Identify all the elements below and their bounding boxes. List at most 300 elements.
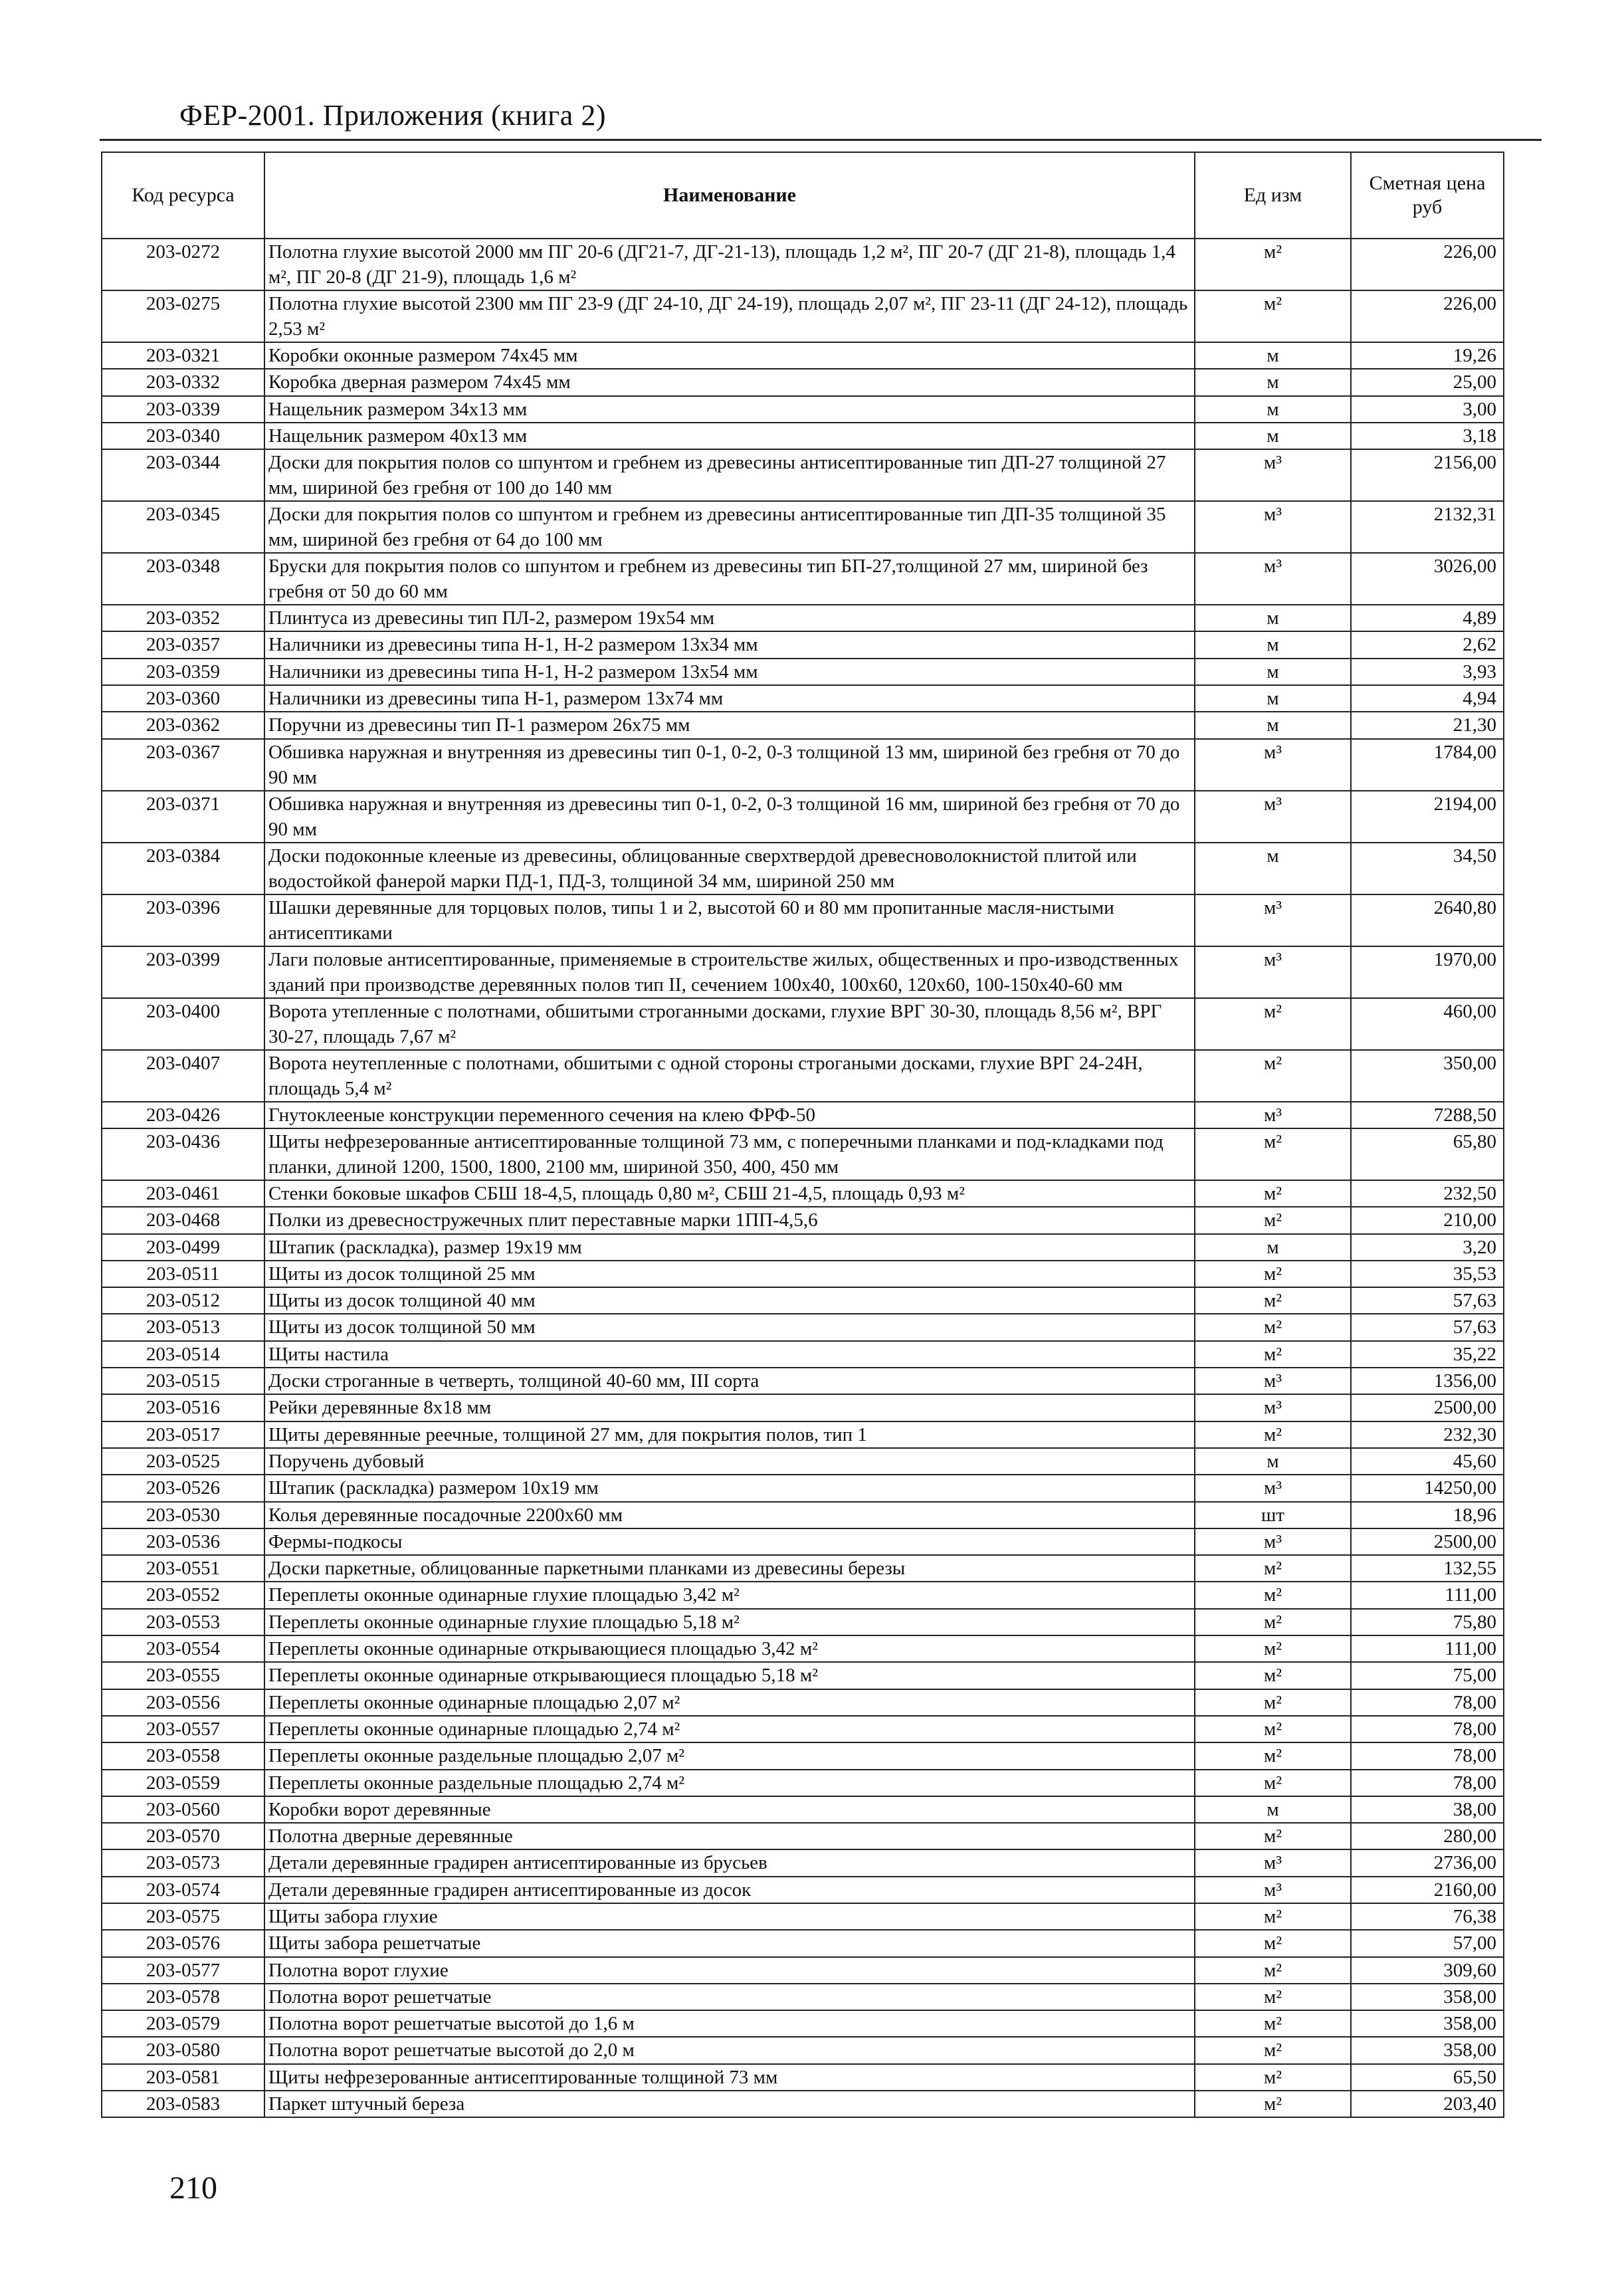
cell-code: 203-0345	[102, 501, 264, 553]
cell-name: Переплеты оконные одинарные площадью 2,07 м²	[264, 1689, 1195, 1716]
table-row	[102, 1742, 1504, 1769]
table-row	[102, 1930, 1504, 1956]
table-row	[102, 1877, 1504, 1903]
cell-unit: шт	[1195, 1502, 1351, 1528]
cell-price: 132,55	[1351, 1555, 1504, 1582]
cell-name: Коробки ворот деревянные	[264, 1796, 1195, 1823]
cell-code: 203-0339	[102, 396, 264, 423]
cell-price: 2132,31	[1351, 501, 1504, 553]
cell-code: 203-0514	[102, 1341, 264, 1368]
cell-code: 203-0526	[102, 1475, 264, 1501]
cell-name: Наличники из древесины типа Н-1, Н-2 размером 13х34 мм	[264, 631, 1195, 658]
cell-code: 203-0461	[102, 1180, 264, 1207]
table-row	[102, 894, 1504, 946]
table-row	[102, 843, 1504, 894]
cell-price: 65,80	[1351, 1128, 1504, 1180]
cell-name: Переплеты оконные одинарные площадью 2,74 м²	[264, 1716, 1195, 1742]
cell-price: 460,00	[1351, 998, 1504, 1050]
cell-name: Штапик (раскладка) размером 10х19 мм	[264, 1475, 1195, 1501]
cell-price: 2736,00	[1351, 1849, 1504, 1876]
cell-name: Шашки деревянные для торцовых полов, типы 1 и 2, высотой 60 и 80 мм пропитанные масля-нистыми антисептиками	[264, 894, 1195, 946]
table-row	[102, 2064, 1504, 2091]
cell-unit: м²	[1195, 1823, 1351, 1849]
cell-unit: м²	[1195, 1128, 1351, 1180]
cell-unit: м	[1195, 369, 1351, 395]
cell-unit: м²	[1195, 1261, 1351, 1287]
cell-price: 226,00	[1351, 290, 1504, 342]
cell-code: 203-0574	[102, 1877, 264, 1903]
cell-price: 309,60	[1351, 1957, 1504, 1984]
cell-price: 2156,00	[1351, 449, 1504, 501]
cell-name: Нащельник размером 40х13 мм	[264, 423, 1195, 449]
cell-code: 203-0499	[102, 1234, 264, 1261]
cell-price: 25,00	[1351, 369, 1504, 395]
cell-name: Полотна ворот решетчатые высотой до 1,6 м	[264, 2010, 1195, 2037]
cell-price: 78,00	[1351, 1716, 1504, 1742]
table-row	[102, 290, 1504, 342]
cell-code: 203-0357	[102, 631, 264, 658]
cell-code: 203-0553	[102, 1609, 264, 1635]
page-number: 210	[169, 2170, 217, 2206]
cell-code: 203-0275	[102, 290, 264, 342]
cell-unit: м²	[1195, 1314, 1351, 1340]
cell-code: 203-0555	[102, 1662, 264, 1689]
cell-code: 203-0575	[102, 1903, 264, 1930]
table-row	[102, 1957, 1504, 1984]
cell-price: 21,30	[1351, 712, 1504, 738]
cell-unit: м³	[1195, 739, 1351, 791]
cell-code: 203-0558	[102, 1742, 264, 1769]
table-row	[102, 342, 1504, 369]
table-row	[102, 712, 1504, 738]
table-row	[102, 685, 1504, 712]
cell-code: 203-0530	[102, 1502, 264, 1528]
table-header-row	[102, 152, 1504, 239]
cell-code: 203-0399	[102, 946, 264, 998]
cell-code: 203-0525	[102, 1448, 264, 1475]
cell-name: Ворота неутепленные с полотнами, обшитыми с одной стороны строгаными досками, глухие ВРГ 24-24Н, площадь 5,4 м²	[264, 1050, 1195, 1102]
table-row	[102, 1528, 1504, 1555]
table-row	[102, 1341, 1504, 1368]
cell-price: 75,00	[1351, 1662, 1504, 1689]
cell-unit: м³	[1195, 553, 1351, 605]
cell-code: 203-0367	[102, 739, 264, 791]
cell-name: Колья деревянные посадочные 2200х60 мм	[264, 1502, 1195, 1528]
cell-code: 203-0583	[102, 2091, 264, 2117]
table-row	[102, 1287, 1504, 1314]
table-row	[102, 369, 1504, 395]
cell-name: Щиты из досок толщиной 25 мм	[264, 1261, 1195, 1287]
cell-name: Паркет штучный береза	[264, 2091, 1195, 2117]
table-row	[102, 1102, 1504, 1128]
cell-code: 203-0577	[102, 1957, 264, 1984]
cell-code: 203-0359	[102, 659, 264, 685]
cell-name: Переплеты оконные одинарные глухие площадью 5,18 м²	[264, 1609, 1195, 1635]
table-row	[102, 739, 1504, 791]
cell-code: 203-0556	[102, 1689, 264, 1716]
cell-name: Щиты деревянные реечные, толщиной 27 мм, для покрытия полов, тип 1	[264, 1421, 1195, 1448]
cell-unit: м³	[1195, 1877, 1351, 1903]
cell-price: 4,94	[1351, 685, 1504, 712]
cell-price: 232,30	[1351, 1421, 1504, 1448]
cell-price: 2640,80	[1351, 894, 1504, 946]
cell-unit: м	[1195, 1796, 1351, 1823]
cell-price: 210,00	[1351, 1207, 1504, 1233]
cell-price: 1970,00	[1351, 946, 1504, 998]
table-row	[102, 1555, 1504, 1582]
cell-name: Бруски для покрытия полов со шпунтом и гребнем из древесины тип БП-27,толщиной 27 мм, шириной без гребня от 50 до 60 мм	[264, 553, 1195, 605]
cell-unit: м²	[1195, 1341, 1351, 1368]
table-row	[102, 1770, 1504, 1796]
cell-unit: м	[1195, 396, 1351, 423]
cell-code: 203-0576	[102, 1930, 264, 1956]
cell-unit: м	[1195, 605, 1351, 631]
cell-name: Коробки оконные размером 74х45 мм	[264, 342, 1195, 369]
table-row	[102, 631, 1504, 658]
cell-unit: м²	[1195, 1930, 1351, 1956]
cell-price: 2500,00	[1351, 1528, 1504, 1555]
cell-price: 57,63	[1351, 1314, 1504, 1340]
cell-unit: м²	[1195, 2037, 1351, 2063]
cell-code: 203-0580	[102, 2037, 264, 2063]
table-row	[102, 1394, 1504, 1421]
cell-code: 203-0360	[102, 685, 264, 712]
table-row	[102, 1502, 1504, 1528]
cell-name: Поручни из древесины тип П-1 размером 26х75 мм	[264, 712, 1195, 738]
cell-unit: м²	[1195, 239, 1351, 290]
cell-name: Полотна ворот глухие	[264, 1957, 1195, 1984]
cell-unit: м³	[1195, 501, 1351, 553]
table-row	[102, 1421, 1504, 1448]
cell-code: 203-0515	[102, 1368, 264, 1394]
cell-price: 3,00	[1351, 396, 1504, 423]
cell-price: 75,80	[1351, 1609, 1504, 1635]
table-row	[102, 449, 1504, 501]
cell-price: 1784,00	[1351, 739, 1504, 791]
table-row	[102, 1635, 1504, 1662]
cell-price: 78,00	[1351, 1742, 1504, 1769]
table-row	[102, 2091, 1504, 2117]
cell-code: 203-0581	[102, 2064, 264, 2091]
cell-name: Детали деревянные градирен антисептированные из досок	[264, 1877, 1195, 1903]
cell-name: Щиты из досок толщиной 40 мм	[264, 1287, 1195, 1314]
cell-code: 203-0511	[102, 1261, 264, 1287]
cell-code: 203-0517	[102, 1421, 264, 1448]
table-row	[102, 791, 1504, 843]
cell-unit: м²	[1195, 1770, 1351, 1796]
cell-price: 57,00	[1351, 1930, 1504, 1956]
cell-code: 203-0557	[102, 1716, 264, 1742]
cell-name: Ворота утепленные с полотнами, обшитыми строганными досками, глухие ВРГ 30-30, площадь 8,56 м², ВРГ 30-27, площадь 7,67 м²	[264, 998, 1195, 1050]
cell-code: 203-0579	[102, 2010, 264, 2037]
cell-code: 203-0536	[102, 1528, 264, 1555]
cell-name: Наличники из древесины типа Н-1, Н-2 размером 13х54 мм	[264, 659, 1195, 685]
cell-name: Коробка дверная размером 74х45 мм	[264, 369, 1195, 395]
cell-unit: м²	[1195, 1662, 1351, 1689]
cell-unit: м³	[1195, 946, 1351, 998]
table-row	[102, 501, 1504, 553]
page-header: ФЕР-2001. Приложения (книга 2)	[179, 99, 606, 132]
table-row	[102, 2037, 1504, 2063]
cell-price: 1356,00	[1351, 1368, 1504, 1394]
cell-unit: м²	[1195, 1421, 1351, 1448]
cell-price: 350,00	[1351, 1050, 1504, 1102]
cell-price: 4,89	[1351, 605, 1504, 631]
price-table-container	[101, 152, 1503, 2118]
cell-name: Наличники из древесины типа Н-1, размером 13х74 мм	[264, 685, 1195, 712]
cell-price: 35,53	[1351, 1261, 1504, 1287]
cell-price: 3026,00	[1351, 553, 1504, 605]
cell-unit: м²	[1195, 1716, 1351, 1742]
cell-unit: м²	[1195, 1903, 1351, 1930]
cell-code: 203-0573	[102, 1849, 264, 1876]
table-row	[102, 1261, 1504, 1287]
cell-code: 203-0348	[102, 553, 264, 605]
cell-code: 203-0371	[102, 791, 264, 843]
cell-name: Переплеты оконные раздельные площадью 2,07 м²	[264, 1742, 1195, 1769]
cell-name: Щиты нефрезерованные антисептированные толщиной 73 мм, с поперечными планками и под-кладками под планки, длиной 1200, 1500, 1800, 2100 мм, шириной 350, 400, 450 мм	[264, 1128, 1195, 1180]
cell-unit: м	[1195, 1448, 1351, 1475]
cell-price: 358,00	[1351, 2010, 1504, 2037]
cell-code: 203-0570	[102, 1823, 264, 1849]
table-body	[102, 239, 1504, 2117]
cell-unit: м³	[1195, 449, 1351, 501]
table-row	[102, 1234, 1504, 1261]
table-row	[102, 1582, 1504, 1608]
cell-name: Доски для покрытия полов со шпунтом и гребнем из древесины антисептированные тип ДП-35 толщиной 35 мм, шириной без гребня от 64 до 100 мм	[264, 501, 1195, 553]
cell-price: 3,18	[1351, 423, 1504, 449]
table-row	[102, 1609, 1504, 1635]
cell-name: Фермы-подкосы	[264, 1528, 1195, 1555]
cell-code: 203-0578	[102, 1984, 264, 2010]
column-header-unit: Ед изм	[1195, 152, 1351, 239]
header-divider	[100, 139, 1542, 141]
cell-name: Полотна глухие высотой 2300 мм ПГ 23-9 (ДГ 24-10, ДГ 24-19), площадь 2,07 м², ПГ 23-11 (ДГ 24-12), площадь 2,53 м²	[264, 290, 1195, 342]
table-row	[102, 1448, 1504, 1475]
table-row	[102, 1475, 1504, 1501]
cell-name: Щиты забора глухие	[264, 1903, 1195, 1930]
cell-unit: м²	[1195, 1207, 1351, 1233]
cell-unit: м³	[1195, 894, 1351, 946]
cell-name: Доски паркетные, облицованные паркетными планками из древесины березы	[264, 1555, 1195, 1582]
cell-code: 203-0384	[102, 843, 264, 894]
cell-unit: м²	[1195, 2064, 1351, 2091]
cell-name: Полотна глухие высотой 2000 мм ПГ 20-6 (ДГ21-7, ДГ-21-13), площадь 1,2 м², ПГ 20-7 (ДГ 21-8), площадь 1,4 м², ПГ 20-8 (ДГ 21-9), площадь 1,6 м²	[264, 239, 1195, 290]
cell-name: Переплеты оконные раздельные площадью 2,74 м²	[264, 1770, 1195, 1796]
table-row	[102, 1662, 1504, 1689]
cell-price: 38,00	[1351, 1796, 1504, 1823]
cell-price: 18,96	[1351, 1502, 1504, 1528]
cell-code: 203-0407	[102, 1050, 264, 1102]
cell-name: Доски строганные в четверть, толщиной 40-60 мм, III сорта	[264, 1368, 1195, 1394]
cell-price: 3,20	[1351, 1234, 1504, 1261]
cell-name: Плинтуса из древесины тип ПЛ-2, размером 19х54 мм	[264, 605, 1195, 631]
cell-price: 2194,00	[1351, 791, 1504, 843]
cell-code: 203-0552	[102, 1582, 264, 1608]
cell-price: 19,26	[1351, 342, 1504, 369]
table-row	[102, 1180, 1504, 1207]
cell-name: Щиты забора решетчатые	[264, 1930, 1195, 1956]
cell-unit: м²	[1195, 1957, 1351, 1984]
cell-code: 203-0468	[102, 1207, 264, 1233]
cell-unit: м³	[1195, 1394, 1351, 1421]
cell-unit: м	[1195, 342, 1351, 369]
cell-price: 34,50	[1351, 843, 1504, 894]
cell-code: 203-0512	[102, 1287, 264, 1314]
cell-code: 203-0554	[102, 1635, 264, 1662]
table-row	[102, 239, 1504, 290]
table-row	[102, 1207, 1504, 1233]
cell-code: 203-0513	[102, 1314, 264, 1340]
cell-code: 203-0516	[102, 1394, 264, 1421]
cell-name: Нащельник размером 34х13 мм	[264, 396, 1195, 423]
cell-unit: м³	[1195, 1849, 1351, 1876]
cell-unit: м	[1195, 659, 1351, 685]
cell-unit: м	[1195, 423, 1351, 449]
cell-name: Рейки деревянные 8х18 мм	[264, 1394, 1195, 1421]
cell-unit: м²	[1195, 1609, 1351, 1635]
table-row	[102, 946, 1504, 998]
cell-name: Обшивка наружная и внутренняя из древесины тип 0-1, 0-2, 0-3 толщиной 16 мм, шириной без гребня от 70 до 90 мм	[264, 791, 1195, 843]
cell-unit: м²	[1195, 998, 1351, 1050]
table-row	[102, 396, 1504, 423]
cell-price: 226,00	[1351, 239, 1504, 290]
cell-price: 65,50	[1351, 2064, 1504, 2091]
cell-name: Детали деревянные градирен антисептированные из брусьев	[264, 1849, 1195, 1876]
cell-unit: м²	[1195, 1582, 1351, 1608]
cell-name: Переплеты оконные одинарные глухие площадью 3,42 м²	[264, 1582, 1195, 1608]
table-row	[102, 1314, 1504, 1340]
cell-unit: м²	[1195, 2010, 1351, 2037]
cell-price: 14250,00	[1351, 1475, 1504, 1501]
cell-unit: м³	[1195, 791, 1351, 843]
table-row	[102, 2010, 1504, 2037]
cell-unit: м²	[1195, 1287, 1351, 1314]
cell-name: Доски подоконные клееные из древесины, облицованные сверхтвердой древесноволокнистой плитой или водостойкой фанерой марки ПД-1, ПД-3, толщиной 34 мм, шириной 250 мм	[264, 843, 1195, 894]
cell-code: 203-0426	[102, 1102, 264, 1128]
cell-name: Переплеты оконные одинарные открывающиеся площадью 3,42 м²	[264, 1635, 1195, 1662]
table-row	[102, 998, 1504, 1050]
cell-code: 203-0400	[102, 998, 264, 1050]
cell-unit: м³	[1195, 1475, 1351, 1501]
cell-price: 3,93	[1351, 659, 1504, 685]
cell-name: Стенки боковые шкафов СБШ 18-4,5, площадь 0,80 м², СБШ 21-4,5, площадь 0,93 м²	[264, 1180, 1195, 1207]
cell-name: Полотна ворот решетчатые	[264, 1984, 1195, 2010]
cell-unit: м²	[1195, 1555, 1351, 1582]
column-header-price: Сметная цена руб	[1351, 152, 1504, 239]
cell-unit: м	[1195, 843, 1351, 894]
table-row	[102, 605, 1504, 631]
cell-name: Лаги половые антисептированные, применяемые в строительстве жилых, общественных и про-изводственных зданий при производстве деревянных полов тип II, сечением 100х40, 100х60, 120х60, 100-150х40-60 мм	[264, 946, 1195, 998]
cell-name: Полотна ворот решетчатые высотой до 2,0 м	[264, 2037, 1195, 2063]
cell-name: Штапик (раскладка), размер 19х19 мм	[264, 1234, 1195, 1261]
table-row	[102, 1903, 1504, 1930]
cell-unit: м²	[1195, 1635, 1351, 1662]
cell-unit: м²	[1195, 1742, 1351, 1769]
table-row	[102, 1849, 1504, 1876]
table-row	[102, 1128, 1504, 1180]
cell-name: Щиты из досок толщиной 50 мм	[264, 1314, 1195, 1340]
cell-unit: м³	[1195, 1102, 1351, 1128]
price-table	[101, 152, 1504, 2118]
cell-name: Полки из древесностружечных плит переставные марки 1ПП-4,5,6	[264, 1207, 1195, 1233]
cell-code: 203-0551	[102, 1555, 264, 1582]
table-row	[102, 1716, 1504, 1742]
cell-code: 203-0362	[102, 712, 264, 738]
column-header-code: Код ресурса	[102, 152, 264, 239]
cell-unit: м³	[1195, 1528, 1351, 1555]
table-row	[102, 659, 1504, 685]
table-row	[102, 423, 1504, 449]
cell-unit: м²	[1195, 1180, 1351, 1207]
cell-price: 2,62	[1351, 631, 1504, 658]
cell-price: 111,00	[1351, 1582, 1504, 1608]
table-row	[102, 1796, 1504, 1823]
table-row	[102, 1984, 1504, 2010]
cell-unit: м	[1195, 712, 1351, 738]
cell-unit: м	[1195, 631, 1351, 658]
cell-unit: м³	[1195, 1368, 1351, 1394]
cell-name: Поручень дубовый	[264, 1448, 1195, 1475]
cell-price: 45,60	[1351, 1448, 1504, 1475]
cell-unit: м²	[1195, 1689, 1351, 1716]
cell-price: 111,00	[1351, 1635, 1504, 1662]
cell-price: 358,00	[1351, 2037, 1504, 2063]
cell-code: 203-0560	[102, 1796, 264, 1823]
cell-price: 78,00	[1351, 1770, 1504, 1796]
cell-price: 35,22	[1351, 1341, 1504, 1368]
table-row	[102, 1823, 1504, 1849]
cell-price: 203,40	[1351, 2091, 1504, 2117]
cell-price: 76,38	[1351, 1903, 1504, 1930]
table-row	[102, 1689, 1504, 1716]
table-row	[102, 553, 1504, 605]
cell-name: Переплеты оконные одинарные открывающиеся площадью 5,18 м²	[264, 1662, 1195, 1689]
cell-price: 7288,50	[1351, 1102, 1504, 1128]
cell-price: 78,00	[1351, 1689, 1504, 1716]
cell-code: 203-0340	[102, 423, 264, 449]
cell-price: 2500,00	[1351, 1394, 1504, 1421]
cell-price: 280,00	[1351, 1823, 1504, 1849]
cell-name: Щиты настила	[264, 1341, 1195, 1368]
cell-code: 203-0332	[102, 369, 264, 395]
cell-unit: м²	[1195, 1984, 1351, 2010]
cell-unit: м²	[1195, 2091, 1351, 2117]
cell-price: 57,63	[1351, 1287, 1504, 1314]
cell-unit: м²	[1195, 290, 1351, 342]
table-row	[102, 1368, 1504, 1394]
table-row	[102, 1050, 1504, 1102]
cell-name: Гнутоклееные конструкции переменного сечения на клею ФРФ-50	[264, 1102, 1195, 1128]
cell-code: 203-0559	[102, 1770, 264, 1796]
cell-code: 203-0396	[102, 894, 264, 946]
cell-code: 203-0272	[102, 239, 264, 290]
cell-code: 203-0352	[102, 605, 264, 631]
cell-name: Обшивка наружная и внутренняя из древесины тип 0-1, 0-2, 0-3 толщиной 13 мм, шириной без гребня от 70 до 90 мм	[264, 739, 1195, 791]
cell-price: 232,50	[1351, 1180, 1504, 1207]
cell-name: Доски для покрытия полов со шпунтом и гребнем из древесины антисептированные тип ДП-27 толщиной 27 мм, шириной без гребня от 100 до 140 мм	[264, 449, 1195, 501]
cell-code: 203-0321	[102, 342, 264, 369]
cell-unit: м²	[1195, 1050, 1351, 1102]
cell-unit: м	[1195, 685, 1351, 712]
column-header-name: Наименование	[264, 152, 1195, 239]
cell-code: 203-0344	[102, 449, 264, 501]
cell-price: 2160,00	[1351, 1877, 1504, 1903]
cell-code: 203-0436	[102, 1128, 264, 1180]
cell-unit: м	[1195, 1234, 1351, 1261]
cell-price: 358,00	[1351, 1984, 1504, 2010]
cell-name: Щиты нефрезерованные антисептированные толщиной 73 мм	[264, 2064, 1195, 2091]
